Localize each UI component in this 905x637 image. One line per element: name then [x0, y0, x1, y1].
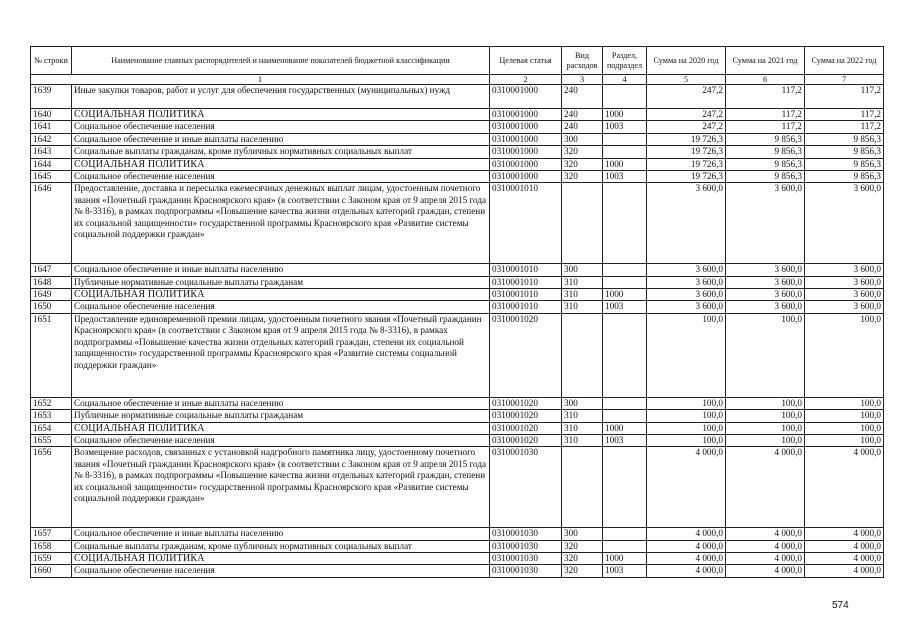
row-expense-type: 320: [562, 170, 603, 183]
row-number: 1639: [31, 85, 72, 109]
column-number: 7: [805, 75, 884, 85]
page-number: 574: [832, 600, 849, 611]
row-sum-2021: 4 000,0: [726, 540, 805, 553]
row-section: [603, 85, 647, 109]
table-row: [31, 301, 884, 314]
row-sum-2020: 100,0: [647, 397, 726, 410]
row-sum-2022: 117,2: [805, 109, 884, 121]
row-number: 1646: [31, 183, 72, 264]
row-target-code: 0310001000: [490, 109, 562, 121]
row-name: Социальное обеспечение населения: [72, 170, 490, 183]
row-number: 1653: [31, 410, 72, 423]
row-target-code: 0310001000: [490, 146, 562, 159]
row-expense-type: 310: [562, 289, 603, 301]
row-expense-type: 310: [562, 301, 603, 314]
row-name: Социальное обеспечение и иные выплаты населению: [72, 264, 490, 277]
row-name: СОЦИАЛЬНАЯ ПОЛИТИКА: [72, 422, 490, 434]
table-row: [31, 183, 884, 264]
row-section: [603, 133, 647, 146]
row-sum-2020: 19 726,3: [647, 170, 726, 183]
row-target-code: 0310001020: [490, 410, 562, 423]
row-target-code: 0310001000: [490, 133, 562, 146]
column-numbers-row: [31, 75, 884, 85]
row-name: Социальное обеспечение населения: [72, 121, 490, 134]
budget-sheet: [30, 46, 883, 578]
row-sum-2022: 117,2: [805, 85, 884, 109]
row-sum-2021: 4 000,0: [726, 553, 805, 565]
row-target-code: 0310001020: [490, 434, 562, 447]
row-section: 1000: [603, 422, 647, 434]
row-number: 1655: [31, 434, 72, 447]
row-sum-2022: 9 856,3: [805, 158, 884, 170]
row-number: 1651: [31, 313, 72, 397]
row-name: Иные закупки товаров, работ и услуг для обеспечения государственных (муниципальных) нужд: [72, 85, 490, 109]
row-target-code: 0310001000: [490, 158, 562, 170]
row-sum-2021: 4 000,0: [726, 565, 805, 578]
row-sum-2020: 3 600,0: [647, 289, 726, 301]
row-sum-2020: 3 600,0: [647, 183, 726, 264]
table-body: [31, 85, 884, 578]
row-name: Предоставление, доставка и пересылка ежемесячных денежных выплат лицам, удостоенным почетного звания «Почетный гражданин Красноярского края» (в соответствии с Законом края от 9 апреля 2015 года № 8-3316), в рамках подпрограммы «Повышение качества жизни отдельных категорий граждан, степени их социальной защищенности» государственной программы Красноярского края «Развитие системы социальной поддержки граждан»: [72, 183, 490, 264]
row-number: 1652: [31, 397, 72, 410]
row-sum-2021: 9 856,3: [726, 170, 805, 183]
row-section: [603, 183, 647, 264]
row-expense-type: [562, 447, 603, 528]
budget-table: [30, 46, 884, 578]
row-sum-2020: 4 000,0: [647, 565, 726, 578]
row-number: 1650: [31, 301, 72, 314]
row-sum-2020: 4 000,0: [647, 553, 726, 565]
table-row: [31, 85, 884, 109]
header-target: Целевая статья: [490, 47, 562, 75]
row-name: Социальное обеспечение населения: [72, 301, 490, 314]
row-sum-2022: 117,2: [805, 121, 884, 134]
table-row: [31, 422, 884, 434]
row-sum-2020: 19 726,3: [647, 133, 726, 146]
row-sum-2022: 3 600,0: [805, 183, 884, 264]
row-sum-2022: 9 856,3: [805, 146, 884, 159]
row-sum-2021: 3 600,0: [726, 276, 805, 289]
row-sum-2021: 4 000,0: [726, 447, 805, 528]
row-expense-type: 320: [562, 146, 603, 159]
row-sum-2020: 3 600,0: [647, 276, 726, 289]
row-target-code: 0310001010: [490, 183, 562, 264]
row-sum-2020: 100,0: [647, 422, 726, 434]
row-sum-2022: 4 000,0: [805, 447, 884, 528]
row-target-code: 0310001030: [490, 447, 562, 528]
row-sum-2022: 3 600,0: [805, 276, 884, 289]
row-sum-2022: 4 000,0: [805, 540, 884, 553]
row-sum-2020: 4 000,0: [647, 540, 726, 553]
row-number: 1657: [31, 528, 72, 541]
row-sum-2020: 100,0: [647, 434, 726, 447]
header-row-number: № строки: [31, 47, 72, 75]
row-name: СОЦИАЛЬНАЯ ПОЛИТИКА: [72, 553, 490, 565]
column-number: 4: [603, 75, 647, 85]
row-sum-2022: 100,0: [805, 410, 884, 423]
row-expense-type: [562, 313, 603, 397]
column-number: 6: [726, 75, 805, 85]
row-section: 1003: [603, 434, 647, 447]
column-number: 5: [647, 75, 726, 85]
row-sum-2021: 4 000,0: [726, 528, 805, 541]
row-sum-2020: 247,2: [647, 109, 726, 121]
row-expense-type: 240: [562, 121, 603, 134]
row-name: Социальное обеспечение населения: [72, 565, 490, 578]
row-sum-2020: 247,2: [647, 85, 726, 109]
row-target-code: 0310001020: [490, 313, 562, 397]
row-section: [603, 528, 647, 541]
row-sum-2021: 117,2: [726, 85, 805, 109]
row-number: 1659: [31, 553, 72, 565]
row-section: 1003: [603, 565, 647, 578]
row-sum-2021: 117,2: [726, 121, 805, 134]
row-expense-type: 240: [562, 85, 603, 109]
row-sum-2022: 100,0: [805, 313, 884, 397]
row-section: 1003: [603, 121, 647, 134]
header-sum-2021: Сумма на 2021 год: [726, 47, 805, 75]
row-sum-2022: 100,0: [805, 397, 884, 410]
row-sum-2021: 117,2: [726, 109, 805, 121]
row-number: 1640: [31, 109, 72, 121]
row-section: [603, 397, 647, 410]
table-row: [31, 264, 884, 277]
row-sum-2020: 4 000,0: [647, 447, 726, 528]
row-sum-2021: 3 600,0: [726, 183, 805, 264]
row-name: СОЦИАЛЬНАЯ ПОЛИТИКА: [72, 158, 490, 170]
row-target-code: 0310001020: [490, 397, 562, 410]
row-number: 1648: [31, 276, 72, 289]
column-number: 1: [31, 75, 490, 85]
header-expense-type: Вид расходов: [562, 47, 603, 75]
row-sum-2020: 100,0: [647, 410, 726, 423]
row-expense-type: 320: [562, 540, 603, 553]
row-section: [603, 276, 647, 289]
row-target-code: 0310001010: [490, 301, 562, 314]
row-number: 1649: [31, 289, 72, 301]
row-sum-2021: 100,0: [726, 397, 805, 410]
table-row: [31, 109, 884, 121]
row-section: [603, 447, 647, 528]
header-sum-2020: Сумма на 2020 год: [647, 47, 726, 75]
row-section: [603, 264, 647, 277]
row-target-code: 0310001030: [490, 540, 562, 553]
row-sum-2020: 19 726,3: [647, 146, 726, 159]
row-expense-type: 300: [562, 133, 603, 146]
row-sum-2020: 3 600,0: [647, 301, 726, 314]
row-sum-2021: 100,0: [726, 422, 805, 434]
row-section: [603, 540, 647, 553]
row-sum-2020: 4 000,0: [647, 528, 726, 541]
table-row: [31, 121, 884, 134]
row-expense-type: 300: [562, 264, 603, 277]
table-row: [31, 528, 884, 541]
row-number: 1656: [31, 447, 72, 528]
row-target-code: 0310001000: [490, 121, 562, 134]
row-expense-type: 310: [562, 410, 603, 423]
row-sum-2020: 247,2: [647, 121, 726, 134]
row-sum-2020: 100,0: [647, 313, 726, 397]
row-sum-2021: 9 856,3: [726, 158, 805, 170]
row-target-code: 0310001000: [490, 170, 562, 183]
row-sum-2022: 4 000,0: [805, 553, 884, 565]
row-sum-2021: 100,0: [726, 434, 805, 447]
row-expense-type: 320: [562, 565, 603, 578]
row-number: 1658: [31, 540, 72, 553]
row-name: СОЦИАЛЬНАЯ ПОЛИТИКА: [72, 289, 490, 301]
row-expense-type: 320: [562, 158, 603, 170]
table-row: [31, 276, 884, 289]
row-name: Социальное обеспечение и иные выплаты населению: [72, 133, 490, 146]
table-row: [31, 553, 884, 565]
row-section: [603, 146, 647, 159]
row-sum-2022: 100,0: [805, 422, 884, 434]
row-section: [603, 410, 647, 423]
table-row: [31, 447, 884, 528]
row-target-code: 0310001010: [490, 289, 562, 301]
table-row: [31, 540, 884, 553]
row-section: 1000: [603, 289, 647, 301]
row-section: 1000: [603, 109, 647, 121]
row-expense-type: 320: [562, 553, 603, 565]
row-section: [603, 313, 647, 397]
table-row: [31, 313, 884, 397]
table-row: [31, 397, 884, 410]
row-target-code: 0310001000: [490, 85, 562, 109]
row-expense-type: [562, 183, 603, 264]
row-sum-2021: 3 600,0: [726, 264, 805, 277]
header-sum-2022: Сумма на 2022 год: [805, 47, 884, 75]
row-name: Предоставление единовременной премии лицам, удостоенным почетного звания «Почетный гражданин Красноярского края» (в соответствии с Законом края от 9 апреля 2015 года № 8-3316), в рамках подпрограммы «Повышение качества жизни отдельных категорий граждан, степени их социальной защищенности» государственной программы Красноярского края «Развитие системы социальной поддержки граждан»: [72, 313, 490, 397]
row-target-code: 0310001010: [490, 264, 562, 277]
row-expense-type: 310: [562, 434, 603, 447]
table-row: [31, 410, 884, 423]
table-row: [31, 146, 884, 159]
table-row: [31, 158, 884, 170]
header-section: Раздел, подраздел: [603, 47, 647, 75]
row-number: 1645: [31, 170, 72, 183]
header-row: [31, 47, 884, 75]
row-sum-2021: 9 856,3: [726, 146, 805, 159]
row-sum-2021: 9 856,3: [726, 133, 805, 146]
row-name: Публичные нормативные социальные выплаты гражданам: [72, 410, 490, 423]
row-sum-2022: 100,0: [805, 434, 884, 447]
table-row: [31, 289, 884, 301]
row-sum-2022: 4 000,0: [805, 565, 884, 578]
row-sum-2021: 3 600,0: [726, 301, 805, 314]
row-number: 1643: [31, 146, 72, 159]
row-section: 1003: [603, 170, 647, 183]
row-sum-2022: 4 000,0: [805, 528, 884, 541]
table-row: [31, 434, 884, 447]
row-expense-type: 310: [562, 422, 603, 434]
row-name: Социальные выплаты гражданам, кроме публичных нормативных социальных выплат: [72, 146, 490, 159]
row-sum-2021: 3 600,0: [726, 289, 805, 301]
row-target-code: 0310001030: [490, 528, 562, 541]
row-number: 1641: [31, 121, 72, 134]
row-sum-2022: 3 600,0: [805, 289, 884, 301]
column-number: 3: [562, 75, 603, 85]
row-sum-2020: 19 726,3: [647, 158, 726, 170]
row-section: 1003: [603, 301, 647, 314]
row-target-code: 0310001030: [490, 553, 562, 565]
row-sum-2022: 9 856,3: [805, 133, 884, 146]
table-row: [31, 565, 884, 578]
row-section: 1000: [603, 158, 647, 170]
row-number: 1660: [31, 565, 72, 578]
table-row: [31, 133, 884, 146]
row-number: 1647: [31, 264, 72, 277]
row-target-code: 0310001020: [490, 422, 562, 434]
row-name: Социальное обеспечение и иные выплаты населению: [72, 397, 490, 410]
row-name: Социальное обеспечение населения: [72, 434, 490, 447]
row-expense-type: 300: [562, 528, 603, 541]
row-expense-type: 300: [562, 397, 603, 410]
row-name: Социальные выплаты гражданам, кроме публичных нормативных социальных выплат: [72, 540, 490, 553]
column-number: 2: [490, 75, 562, 85]
row-name: Публичные нормативные социальные выплаты гражданам: [72, 276, 490, 289]
row-sum-2020: 3 600,0: [647, 264, 726, 277]
row-number: 1642: [31, 133, 72, 146]
row-number: 1644: [31, 158, 72, 170]
row-sum-2022: 3 600,0: [805, 301, 884, 314]
row-expense-type: 240: [562, 109, 603, 121]
row-target-code: 0310001030: [490, 565, 562, 578]
row-expense-type: 310: [562, 276, 603, 289]
header-name: Наименование главных распорядителей и наименование показателей бюджетной классификации: [72, 47, 490, 75]
row-name: Социальное обеспечение и иные выплаты населению: [72, 528, 490, 541]
row-sum-2022: 3 600,0: [805, 264, 884, 277]
table-row: [31, 170, 884, 183]
row-number: 1654: [31, 422, 72, 434]
row-sum-2021: 100,0: [726, 410, 805, 423]
row-target-code: 0310001010: [490, 276, 562, 289]
row-section: 1000: [603, 553, 647, 565]
row-name: СОЦИАЛЬНАЯ ПОЛИТИКА: [72, 109, 490, 121]
row-sum-2022: 9 856,3: [805, 170, 884, 183]
row-name: Возмещение расходов, связанных с установкой надгробного памятника лицу, удостоенному почетного звания «Почетный гражданин Красноярского края» (в соответствии с Законом края от 9 апреля 2015 года № 8-3316), в рамках подпрограммы «Повышение качества жизни отдельных категорий граждан, степени их социальной защищенности» государственной программы Красноярского края «Развитие системы социальной поддержки граждан»: [72, 447, 490, 528]
row-sum-2021: 100,0: [726, 313, 805, 397]
